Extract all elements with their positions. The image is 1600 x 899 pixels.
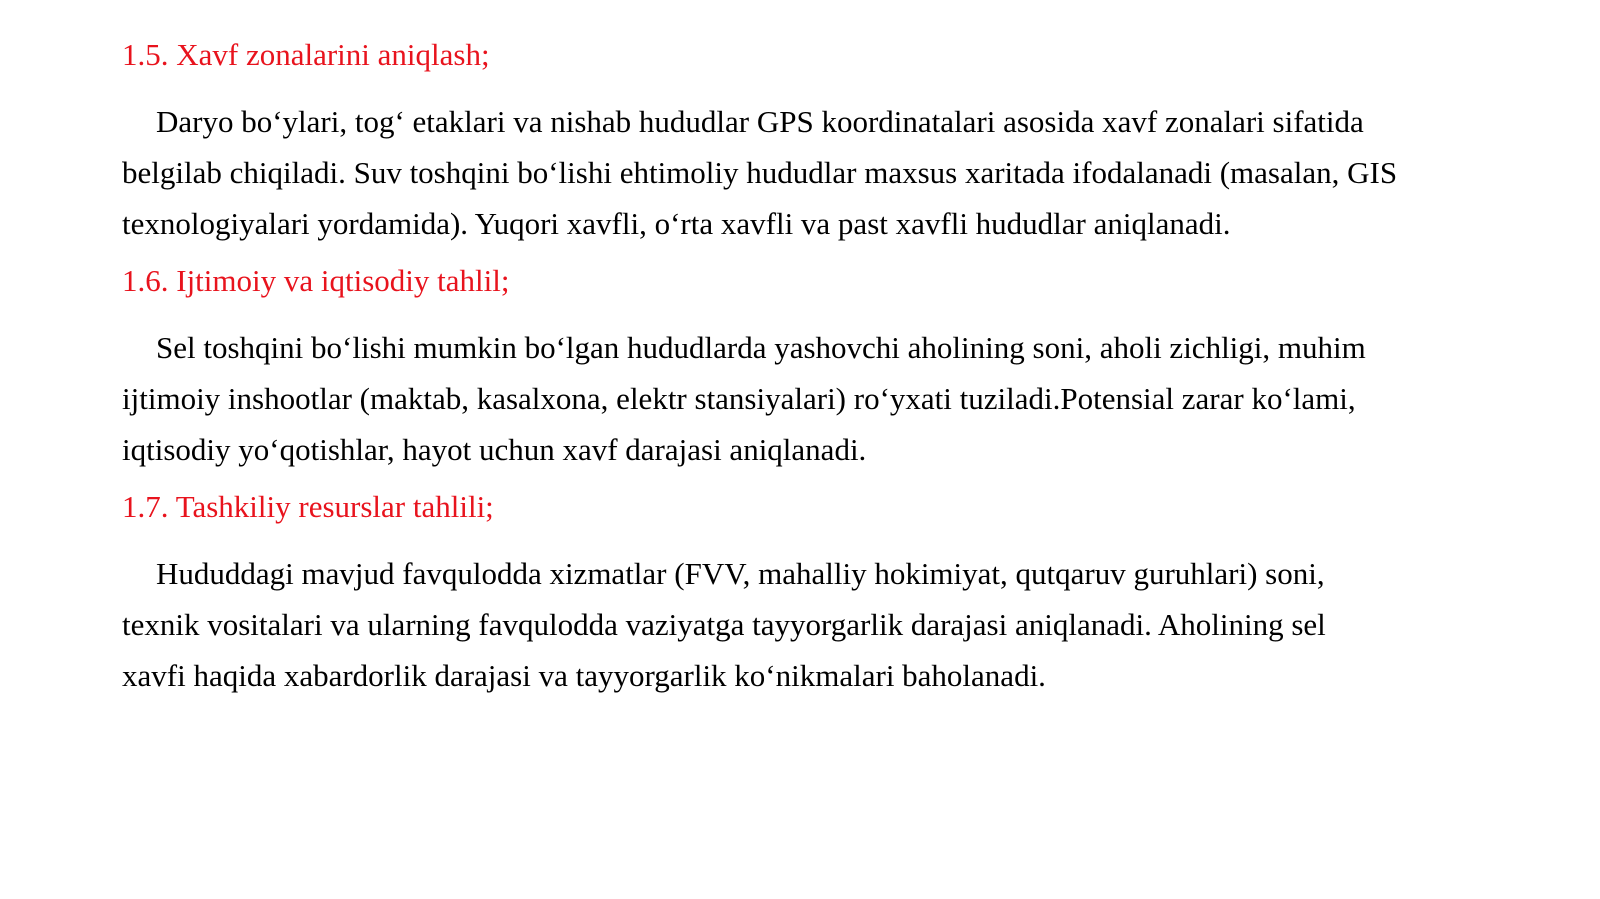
section-heading: 1.6. Ijtimoiy va iqtisodiy tahlil;: [122, 263, 510, 298]
paragraph-line: Daryo bo‘ylari, tog‘ etaklari va nishab hududlar GPS koordinatalari asosida xavf zonalari sifatida: [156, 104, 1364, 139]
paragraph-line: ijtimoiy inshootlar (maktab, kasalxona, elektr stansiyalari) ro‘yxati tuziladi.Potensial zarar ko‘lami,: [122, 381, 1356, 416]
section-xavf-zonalari: [122, 34, 1500, 249]
section-heading: 1.5. Xavf zonalarini aniqlash;: [122, 37, 490, 72]
paragraph-line: Hududdagi mavjud favqulodda xizmatlar (FVV, mahalliy hokimiyat, qutqaruv guruhlari) soni,: [156, 556, 1325, 591]
paragraph-line: iqtisodiy yo‘qotishlar, hayot uchun xavf darajasi aniqlanadi.: [122, 432, 867, 467]
section-paragraph: [122, 96, 1500, 249]
section-heading: 1.7. Tashkiliy resurslar tahlili;: [122, 489, 494, 524]
paragraph-line: belgilab chiqiladi. Suv toshqini bo‘lishi ehtimoliy hududlar maxsus xaritada ifodalanadi (masalan, GIS: [122, 155, 1398, 190]
paragraph-line: xavfi haqida xabardorlik darajasi va tayyorgarlik ko‘nikmalari baholanadi.: [122, 658, 1046, 693]
section-tashkiliy-resurslar: [122, 486, 1500, 701]
section-paragraph: [122, 548, 1500, 701]
section-paragraph: [122, 322, 1500, 475]
section-ijtimoiy-tahlil: [122, 260, 1500, 475]
paragraph-line: texnik vositalari va ularning favqulodda vaziyatga tayyorgarlik darajasi aniqlanadi. Aholining sel: [122, 607, 1326, 642]
paragraph-line: texnologiyalari yordamida). Yuqori xavfli, o‘rta xavfli va past xavfli hududlar aniqlanadi.: [122, 206, 1231, 241]
paragraph-line: Sel toshqini bo‘lishi mumkin bo‘lgan hududlarda yashovchi aholining soni, aholi zichligi, muhim: [156, 330, 1366, 365]
